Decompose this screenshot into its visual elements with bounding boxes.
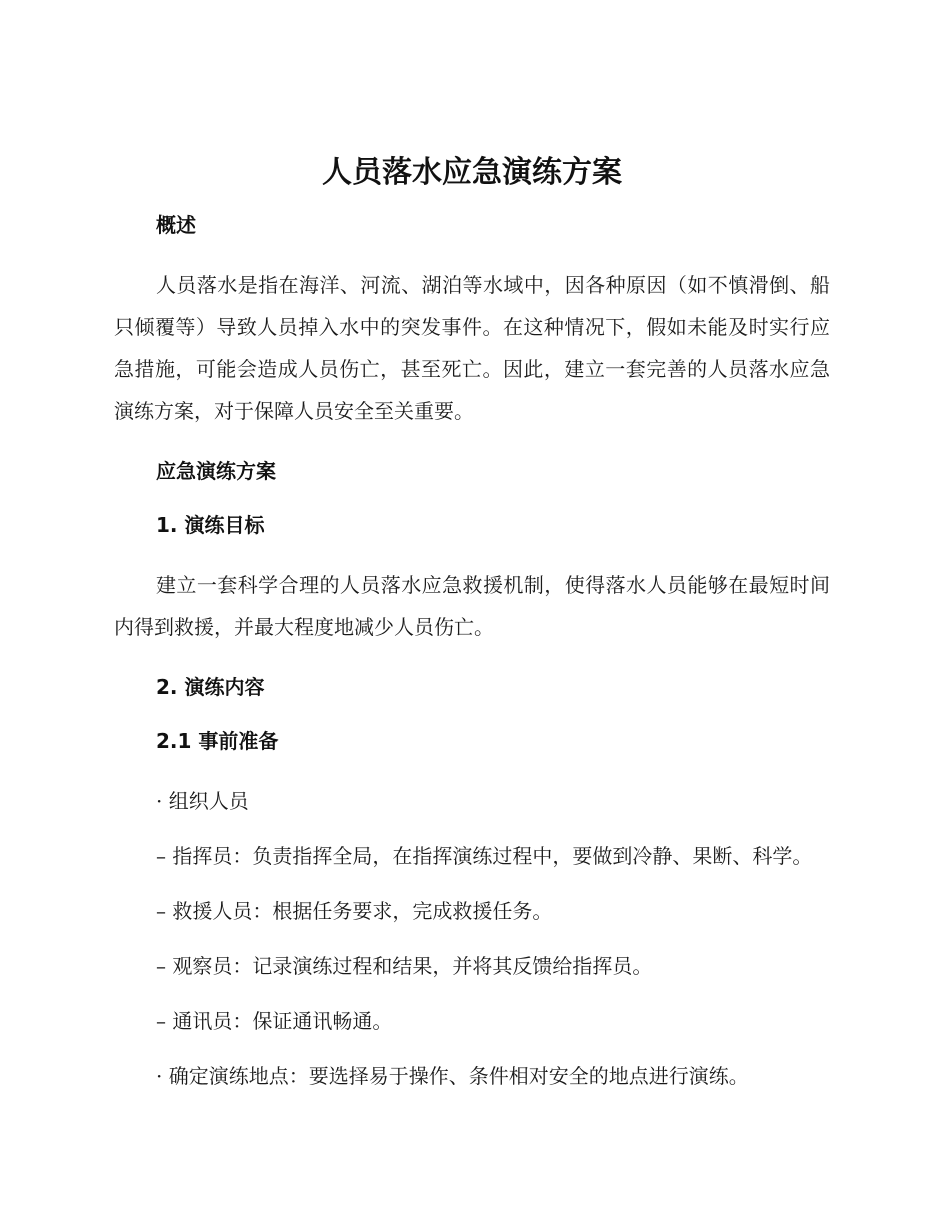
content-heading: 2. 演练内容 (156, 675, 265, 699)
overview-heading: 概述 (156, 213, 196, 237)
overview-paragraph: 人员落水是指在海洋、河流、湖泊等水域中，因各种原因（如不慎滑倒、船只倾覆等）导致人员掉入水中的突发事件。在这种情况下，假如未能及时实行应急措施，可能会造成人员伤亡，甚至死亡。因此，建立一套完善的人员落水应急演练方案，对于保障人员安全至关重要。 (114, 273, 830, 423)
document-title: 人员落水应急演练方案 (322, 155, 622, 190)
list-item: · 组织人员 (156, 789, 249, 813)
plan-heading: 应急演练方案 (156, 459, 276, 483)
goal-paragraph: 建立一套科学合理的人员落水应急救援机制，使得落水人员能够在最短时间内得到救援，并最大程度地减少人员伤亡。 (114, 573, 830, 639)
document-body (114, 150, 830, 1110)
list-item: – 指挥员：负责指挥全局，在指挥演练过程中，要做到冷静、果断、科学。 (156, 844, 813, 868)
list-item: – 通讯员：保证通讯畅通。 (156, 1009, 393, 1033)
list-item: – 救援人员：根据任务要求，完成救援任务。 (156, 899, 553, 923)
prep-heading: 2.1 事前准备 (156, 729, 279, 753)
goal-heading: 1. 演练目标 (156, 513, 265, 537)
list-item: – 观察员：记录演练过程和结果，并将其反馈给指挥员。 (156, 954, 653, 978)
list-item: · 确定演练地点：要选择易于操作、条件相对安全的地点进行演练。 (156, 1064, 749, 1088)
